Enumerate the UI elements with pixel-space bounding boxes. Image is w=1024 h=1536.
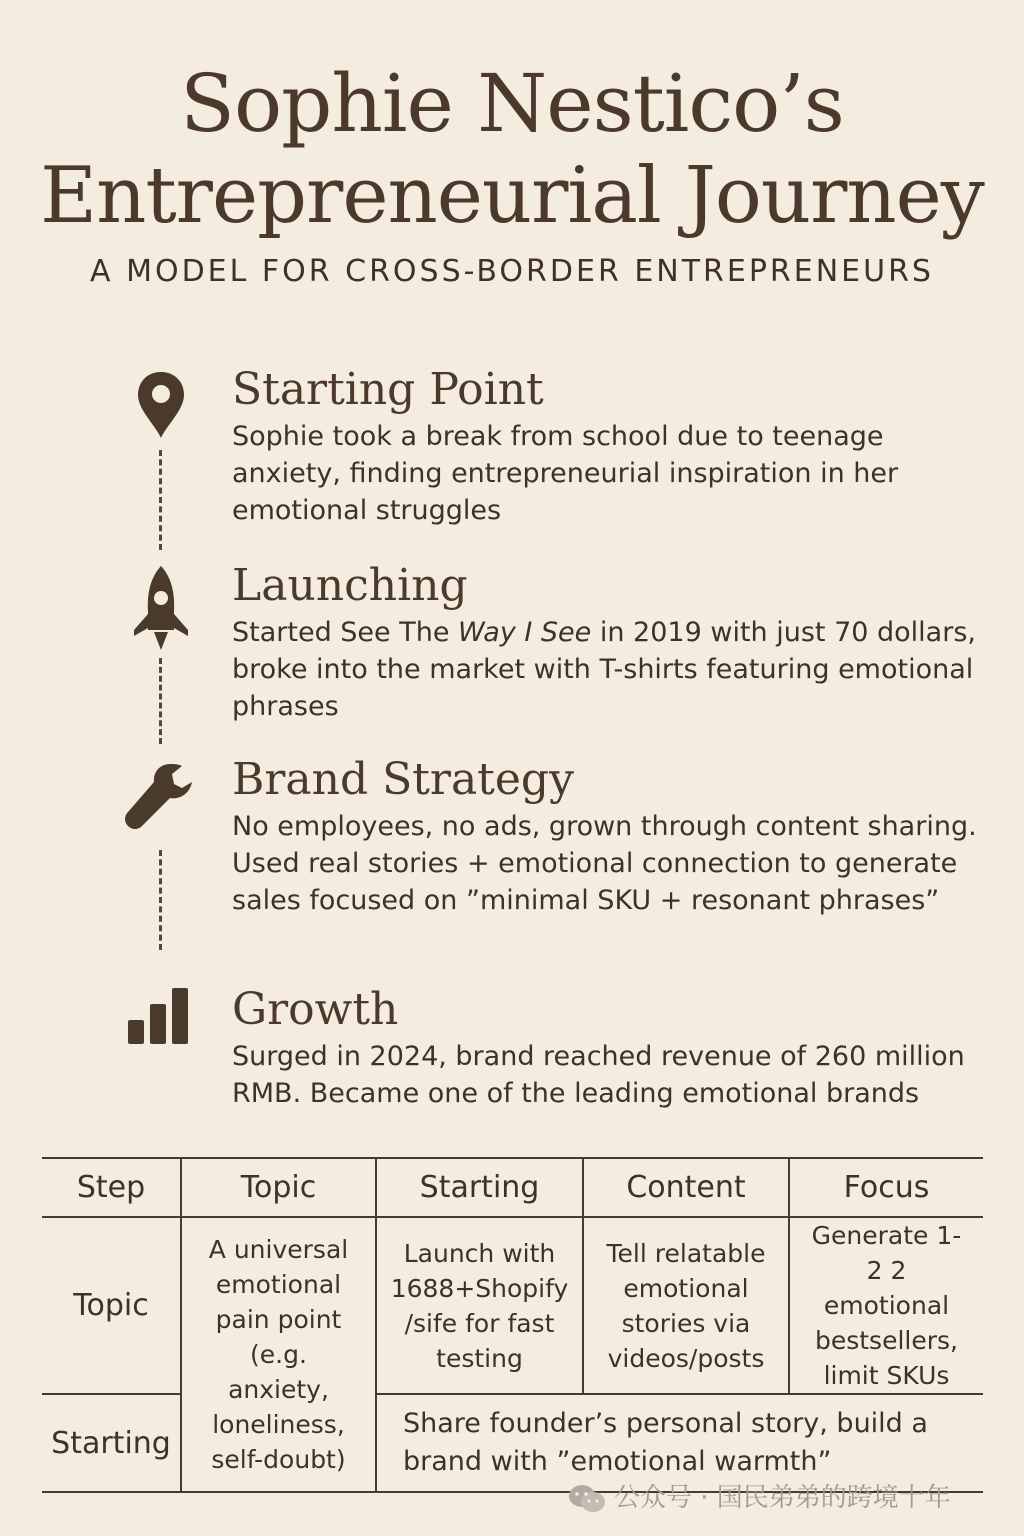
step-title: Launching [232,560,468,611]
row-header: Topic [42,1217,181,1394]
step-title: Brand Strategy [232,754,574,805]
step-growth [232,984,992,1112]
step-starting-point [232,364,992,529]
step-body: Sophie took a break from school due to teenage anxiety, finding entrepreneurial inspiration in her emotional struggles [232,421,899,526]
step-brand-strategy [232,754,992,919]
step-body-text: in 2019 with just 70 dollars, broke into the market with T-shirts featuring emotional phrases [232,617,976,722]
table-header-row [42,1158,983,1217]
timeline-connector-3 [159,850,162,950]
step-body-text: Started See The [232,617,459,648]
table-cell: Tell relatable emotional stories via videos/posts [583,1217,789,1394]
watermark-text: 公众号 · 国民弟弟的跨境十年 [614,1483,951,1513]
title-line-2: Entrepreneurial Journey [40,151,984,241]
step-body: Surged in 2024, brand reached revenue of 260 million RMB. Became one of the leading emotional brands [232,1041,965,1109]
map-pin-icon [136,370,186,440]
table-cell: Generate 1-2 2 emotional bestsellers, limit SKUs [789,1217,983,1394]
column-header: Step [42,1158,181,1217]
bar-chart-icon [128,986,190,1046]
timeline-connector-1 [159,450,162,550]
row-header: Starting [42,1394,181,1492]
brand-name: Way I See [458,617,592,648]
summary-table [42,1157,983,1493]
wrench-icon [122,760,196,832]
table-cell: A universal emotional pain point (e.g. anxiety, loneliness, self-doubt) [181,1217,376,1492]
watermark [568,1477,951,1514]
column-header: Content [583,1158,789,1217]
step-body: No employees, no ads, grown through content sharing. Used real stories + emotional connection to generate sales focused on ”minimal SKU + resonant phrases” [232,811,977,916]
title-line-1: Sophie Nestico’s [180,57,844,150]
table-merged-cell: Share founder’s personal story, build a brand with ”emotional warmth” [376,1394,983,1492]
step-title: Starting Point [232,364,544,415]
column-header: Topic [181,1158,376,1217]
table-row [42,1217,983,1394]
page-subtitle: A MODEL FOR CROSS-BORDER ENTREPRENEURS [90,254,934,289]
page-title [0,58,1024,242]
step-launching [232,560,992,725]
timeline-connector-2 [159,658,162,744]
step-title: Growth [232,984,399,1035]
column-header: Focus [789,1158,983,1217]
table-cell: Launch with 1688+Shopify /sife for fast testing [376,1217,583,1394]
column-header: Starting [376,1158,583,1217]
step-body [232,614,992,725]
rocket-icon [130,564,192,652]
wechat-icon [568,1484,606,1514]
